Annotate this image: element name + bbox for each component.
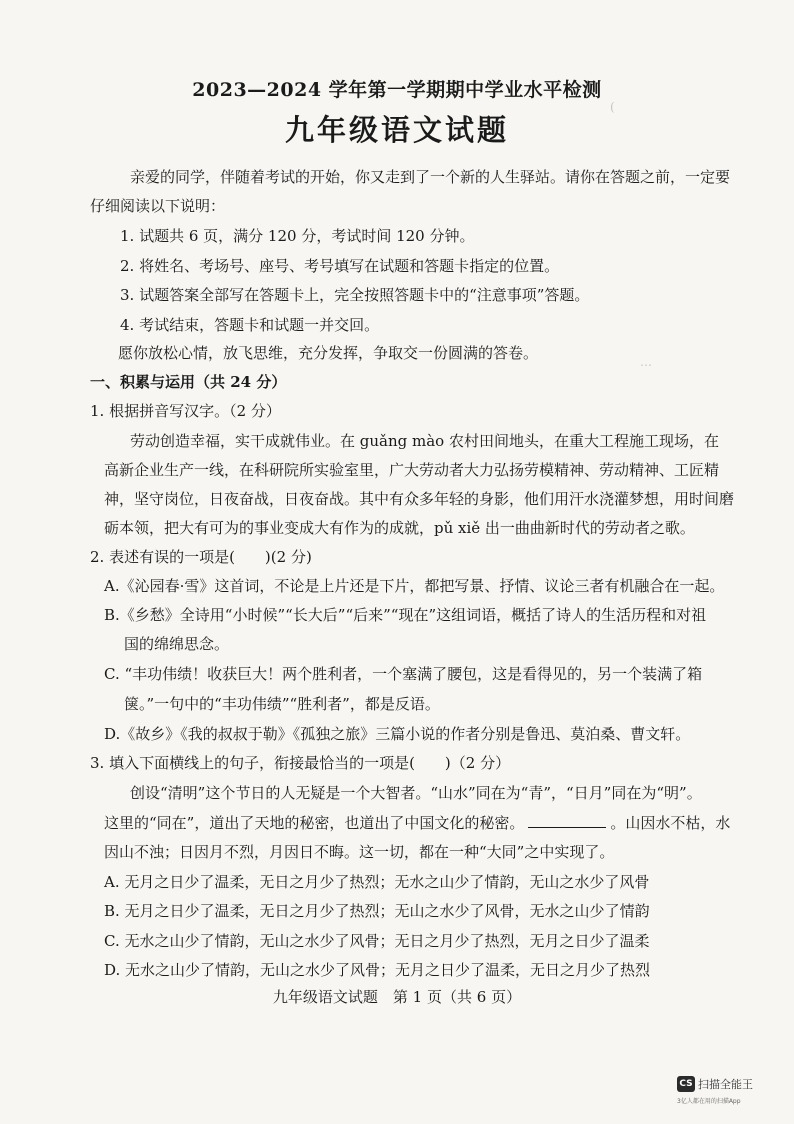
q3-stem: 3. 填入下面横线上的句子，衔接最恰当的一项是( )（2 分） [90,754,511,772]
q3-option-b: B. 无月之日少了温柔，无日之月少了热烈；无山之水少了风骨，无水之山少了情韵 [104,902,650,920]
q2-option-b-cont: 国的绵绵思念。 [124,635,230,653]
q3-option-a: A. 无月之日少了温柔，无日之月少了热烈；无水之山少了情韵，无山之水少了风骨 [104,873,650,891]
page-footer: 九年级语文试题 第 1 页（共 6 页） [272,988,522,1006]
watermark-tagline: 3亿人都在用的扫描App [677,1098,741,1105]
q3-passage-line: 因山不浊；日因月不烈，月因日不晦。这一切，都在一种“大同”之中实现了。 [104,843,615,861]
q3-passage-text: 。山因水不枯，水 [610,814,731,832]
q1-passage-line: 砺本领，把大有可为的事业变成大有作为的成就，pǔ xiě 出一曲曲新时代的劳动者之歌。 [104,519,695,537]
subject-title: 九年级语文试题 [284,113,509,147]
q1-stem: 1. 根据拼音写汉字。（2 分） [90,402,281,420]
q1-passage-line: 神，坚守岗位，日夜奋战，日夜奋战。其中有众多年轻的身影，他们用汗水浇灌梦想，用时间磨 [104,490,735,508]
q2-option-c: C. “丰功伟绩！收获巨大！两个胜利者，一个塞满了腰包，这是看得见的，另一个装满了箱 [104,665,703,683]
q2-option-c-cont: 箧。”一句中的“丰功伟绩”“胜利者”，都是反语。 [124,695,440,713]
rule-4: 4. 考试结束，答题卡和试题一并交回。 [120,316,380,334]
intro-line-2: 仔细阅读以下说明： [90,197,226,215]
q3-option-c: C. 无水之山少了情韵，无山之水少了风骨；无日之月少了热烈，无月之日少了温柔 [104,932,650,950]
q1-passage-line: 高新企业生产一线，在科研院所实验室里，广大劳动者大力弘扬劳模精神、劳动精神、工匠精 [104,461,720,479]
q3-passage-line [104,813,730,833]
bleed-through-mark: ( [610,100,615,114]
q2-option-b: B.《乡愁》全诗用“小时候”“长大后”“后来”“现在”这组词语，概括了诗人的生活历程和对祖 [104,606,707,624]
q2-option-d: D.《故乡》《我的叔叔于勒》《孤独之旅》三篇小说的作者分别是鲁迅、莫泊桑、曹文轩。 [104,725,691,743]
q3-passage-text: 这里的“同在”，道出了天地的秘密，也道出了中国文化的秘密。 [104,814,525,832]
rule-1: 1. 试题共 6 页，满分 120 分，考试时间 120 分钟。 [120,227,475,245]
watermark-app-name: 扫描全能王 [698,1077,753,1091]
scanner-watermark [677,1073,753,1092]
q3-passage-line: 创设“清明”这个节日的人无疑是一个大智者。“山水”同在为“青”，“日月”同在为“明”。 [130,784,702,802]
q1-passage-line: 劳动创造幸福，实干成就伟业。在 guǎng mào 农村田间地头，在重大工程施工现场，在 [130,432,719,450]
intro-wish: 愿你放松心情，放飞思维，充分发挥，争取交一份圆满的答卷。 [118,344,539,362]
section-title: 一、积累与运用（共 24 分） [90,373,287,391]
q2-option-a: A.《沁园春·雪》这首词，不论是上片还是下片，都把写景、抒情、议论三者有机融合在一起。 [104,577,725,595]
bleed-through-mark: … [640,355,652,369]
rule-3: 3. 试题答案全部写在答题卡上，完全按照答题卡中的“注意事项”答题。 [120,286,590,304]
q2-stem: 2. 表述有误的一项是( )(2 分) [90,548,312,566]
fill-blank [528,813,606,828]
q3-option-d: D. 无水之山少了情韵，无山之水少了风骨；无月之日少了温柔，无日之月少了热烈 [104,961,651,979]
intro-line-1: 亲爱的同学，伴随着考试的开始，你又走到了一个新的人生驿站。请你在答题之前，一定要 [130,168,731,186]
rule-2: 2. 将姓名、考场号、座号、考号填写在试题和答题卡指定的位置。 [120,257,560,275]
camscanner-logo-icon: CS [677,1076,695,1092]
exam-title: 2023—2024 学年第一学期期中学业水平检测 [192,79,602,101]
